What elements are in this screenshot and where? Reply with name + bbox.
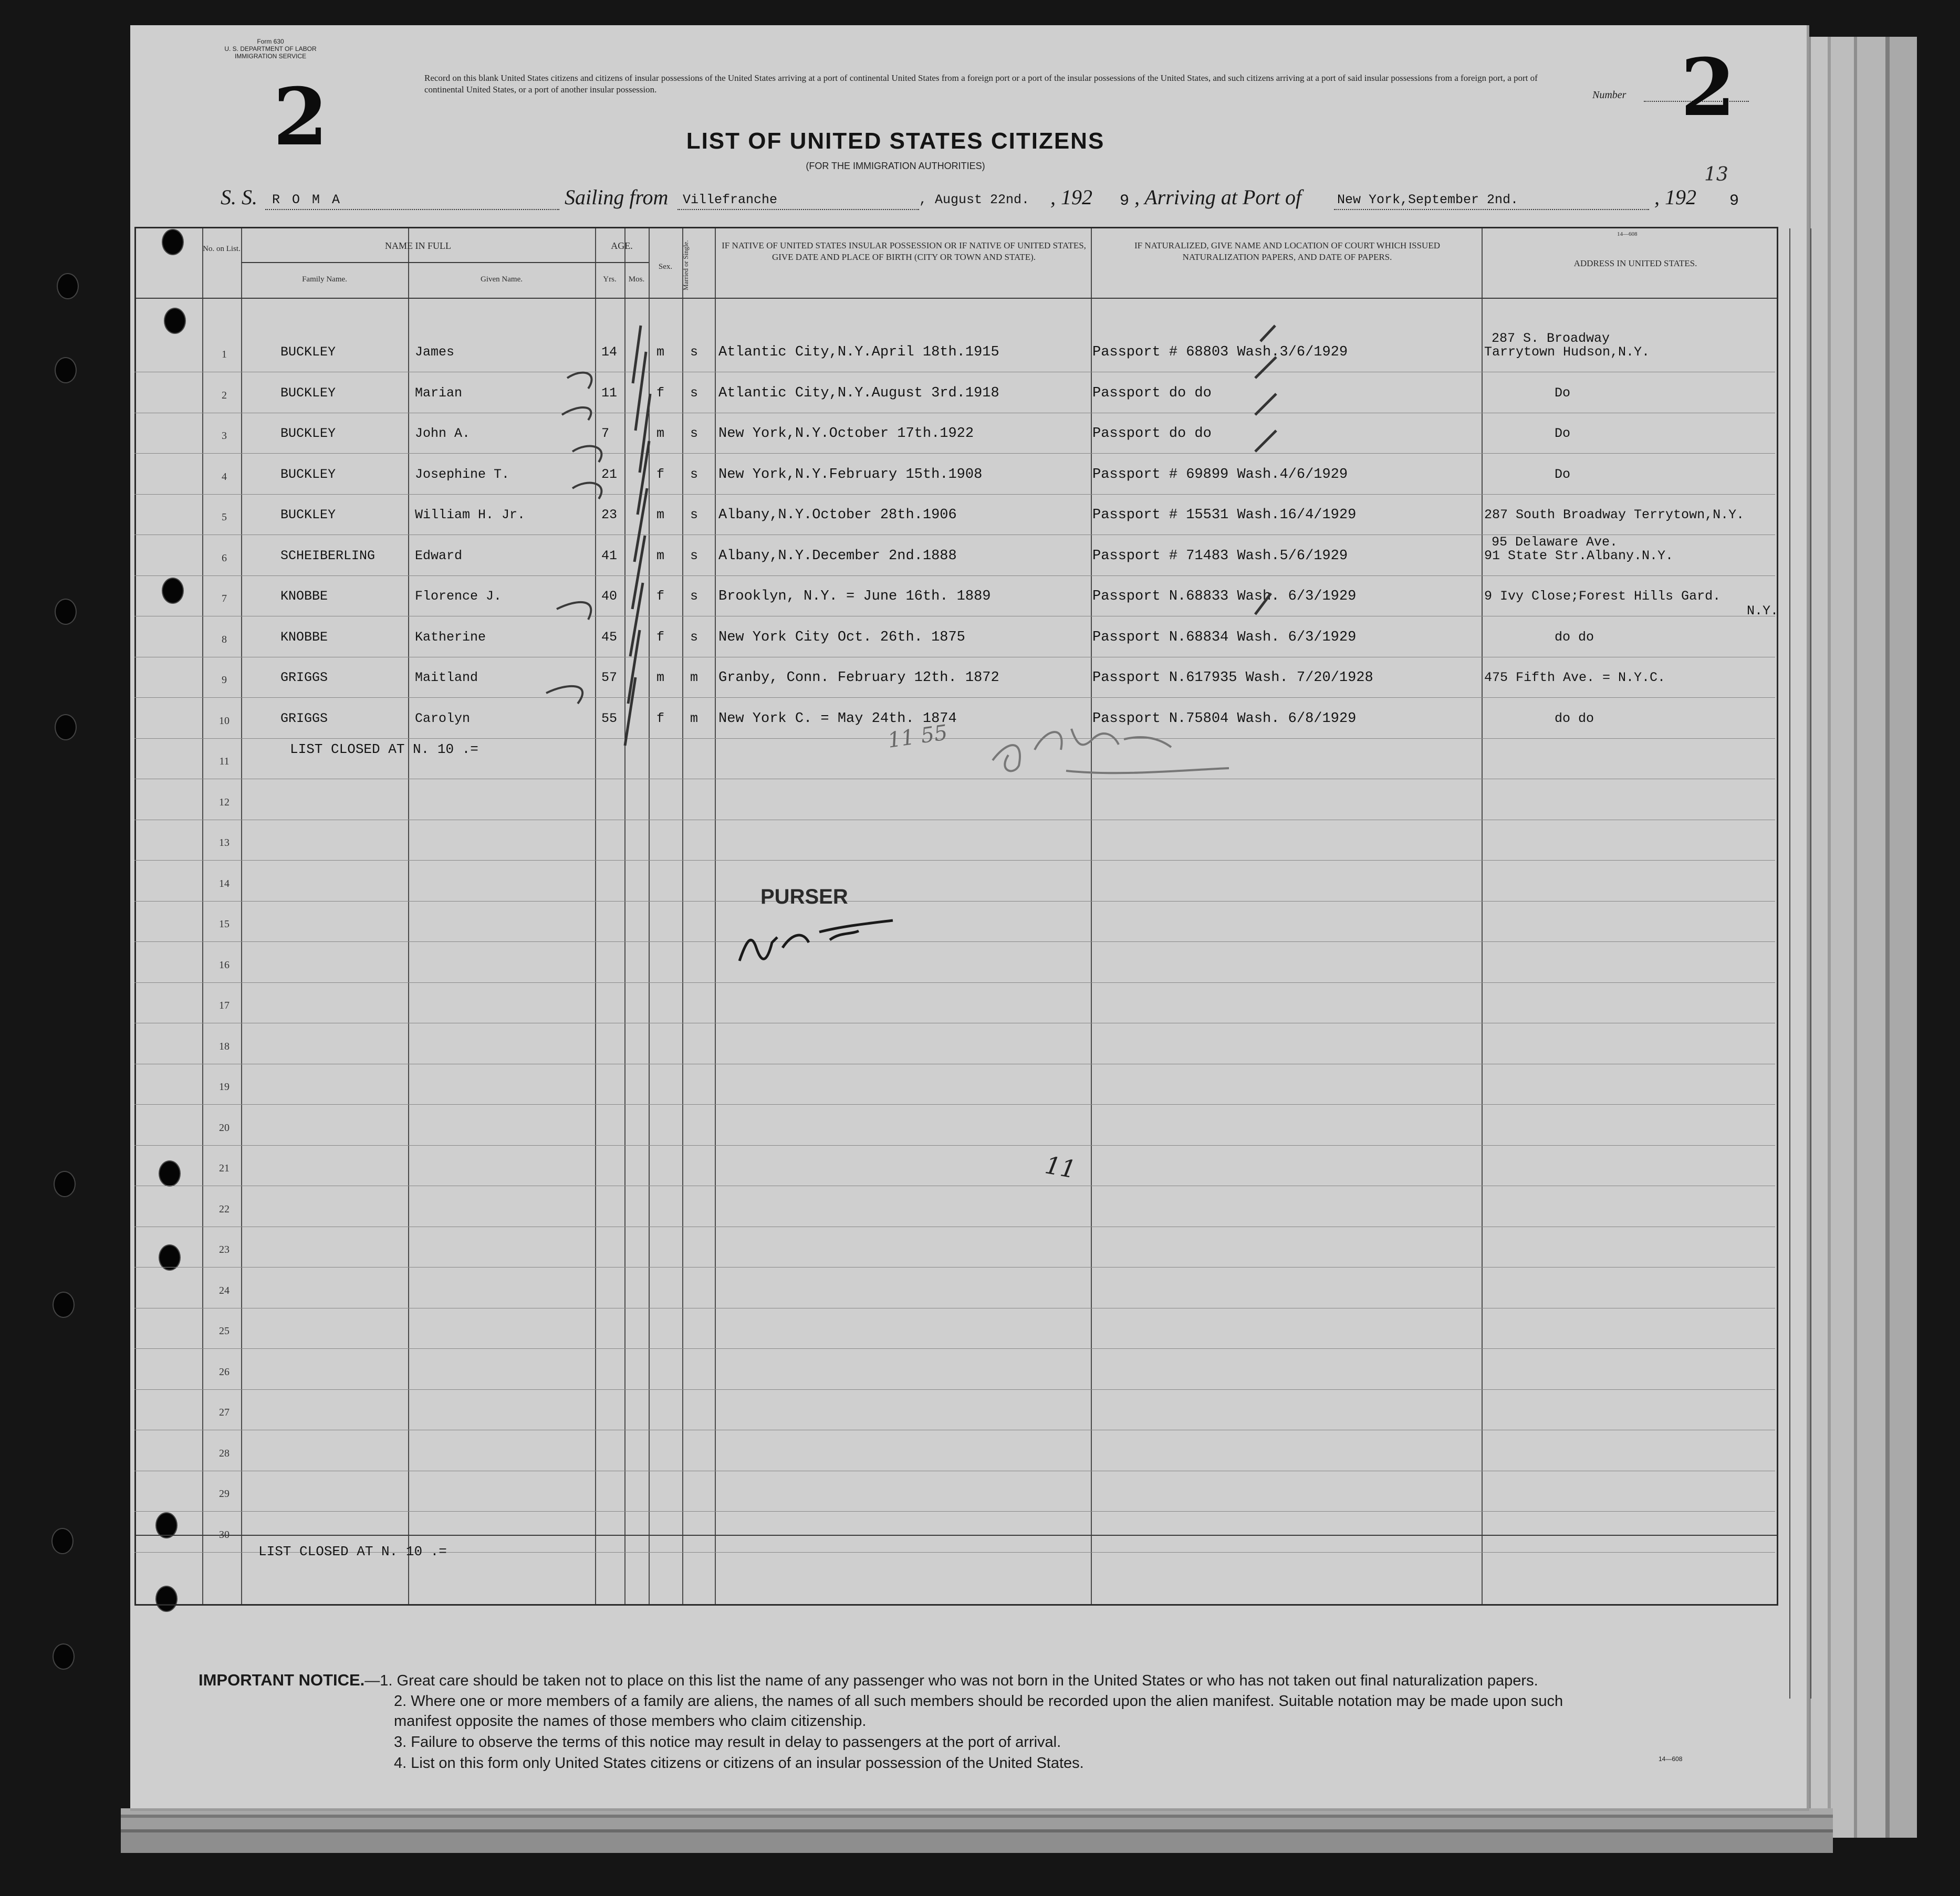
row-rule bbox=[134, 1389, 1775, 1390]
row-address-cell: Do bbox=[1555, 426, 1571, 441]
binder-hole bbox=[55, 357, 77, 383]
row-family-cell: KNOBBE bbox=[280, 630, 328, 645]
ship-fill-line bbox=[265, 209, 559, 210]
row-family-cell: BUCKLEY bbox=[280, 426, 336, 441]
row-number: 6 bbox=[222, 552, 227, 564]
notice-form-code: 14—608 bbox=[1659, 1755, 1683, 1763]
row-rule bbox=[134, 941, 1775, 942]
row-ms-cell: s bbox=[690, 344, 698, 360]
purser-stamp: PURSER bbox=[760, 885, 848, 908]
row-number: 12 bbox=[219, 797, 230, 808]
row-sex-cell: m bbox=[656, 548, 665, 563]
arrival-year-prefix: , 192 bbox=[1654, 185, 1696, 209]
form-identifier bbox=[184, 38, 357, 60]
departure-port: Villefranche bbox=[683, 192, 778, 207]
row-ms-cell: s bbox=[690, 467, 698, 482]
row-yrs-cell: 14 bbox=[601, 344, 618, 360]
row-address-cell: 9 Ivy Close;Forest Hills Gard. bbox=[1484, 589, 1721, 604]
row-nat-cell: Passport do do bbox=[1092, 426, 1212, 442]
row-given-cell: Florence J. bbox=[415, 589, 502, 604]
binder-hole bbox=[53, 1643, 75, 1670]
row-nat-cell: Passport N.75804 Wash. 6/8/1929 bbox=[1092, 711, 1357, 727]
row-number: 30 bbox=[219, 1529, 230, 1541]
row-address-cell: Do bbox=[1555, 385, 1571, 401]
row-rule bbox=[134, 1145, 1775, 1146]
row-rule bbox=[134, 1348, 1775, 1349]
row-sex-cell: f bbox=[656, 589, 665, 604]
row-yrs-cell: 40 bbox=[601, 589, 618, 604]
binder-hole bbox=[57, 273, 79, 299]
col-rule bbox=[1789, 228, 1790, 1699]
handwritten-mark-11: 11 bbox=[1042, 1150, 1078, 1184]
binder-hole bbox=[51, 1528, 74, 1554]
row-nat-cell: Passport # 15531 Wash.16/4/1929 bbox=[1092, 507, 1357, 523]
notice-item-2-cont: manifest opposite the names of those members who claim citizenship. bbox=[394, 1713, 867, 1730]
row-ms-cell: s bbox=[690, 630, 698, 645]
row-number: 18 bbox=[219, 1041, 230, 1052]
header-married-single: Married or Single. bbox=[682, 240, 690, 290]
row-rule bbox=[134, 575, 1775, 576]
notice-item-4: 4. List on this form only United States citizens or citizens of an insular possession of the United States. bbox=[394, 1755, 1084, 1772]
row-number: 24 bbox=[219, 1285, 230, 1296]
row-family-cell: BUCKLEY bbox=[280, 467, 336, 482]
page-subtitle: (FOR THE IMMIGRATION AUTHORITIES) bbox=[806, 161, 985, 171]
row-rule bbox=[134, 901, 1775, 902]
row-birth-cell: Granby, Conn. February 12th. 1872 bbox=[718, 670, 999, 686]
row-birth-cell: Brooklyn, N.Y. = June 16th. 1889 bbox=[718, 589, 991, 604]
ship-name: R O M A bbox=[272, 192, 342, 207]
binder-hole bbox=[53, 1292, 75, 1318]
row-ms-cell: s bbox=[690, 589, 698, 604]
row-number: 3 bbox=[222, 430, 227, 442]
sailing-year-suffix: 9 bbox=[1120, 192, 1130, 210]
row-address-line1-cell: 287 S. Broadway bbox=[1492, 331, 1610, 346]
row-sex-cell: f bbox=[656, 630, 665, 645]
row-nat-cell: Passport do do bbox=[1092, 385, 1212, 401]
arrival-port-date: New York,September 2nd. bbox=[1337, 192, 1519, 207]
row-number: 25 bbox=[219, 1325, 230, 1337]
row-birth-cell: New York C. = May 24th. 1874 bbox=[718, 711, 957, 727]
row-yrs-cell: 11 bbox=[601, 385, 618, 401]
row-given-cell: William H. Jr. bbox=[415, 507, 526, 522]
row-yrs-cell: 21 bbox=[601, 467, 618, 482]
row-number: 9 bbox=[222, 674, 227, 686]
notice-item-1: —1. Great care should be taken not to place on this list the name of any passenger who was not born in the United States or who has not taken out final naturalization papers. bbox=[364, 1672, 1538, 1689]
header-age: AGE. bbox=[611, 240, 633, 251]
row-sex-cell: f bbox=[656, 385, 665, 401]
row-address-cell: 91 State Str.Albany.N.Y. bbox=[1484, 548, 1674, 563]
row-address-line3-cell: N.Y. bbox=[1747, 603, 1779, 619]
row-birth-cell: Atlantic City,N.Y.April 18th.1915 bbox=[718, 344, 999, 360]
row-ms-cell: s bbox=[690, 507, 698, 522]
sheet-number-stamp-left: 2 bbox=[273, 71, 328, 163]
row-yrs-cell: 7 bbox=[601, 426, 610, 441]
row-number: 1 bbox=[222, 349, 227, 360]
row-rule bbox=[134, 494, 1775, 495]
row-birth-cell: New York City Oct. 26th. 1875 bbox=[718, 630, 965, 645]
row-birth-cell: New York,N.Y.February 15th.1908 bbox=[718, 467, 983, 483]
sailing-label: Sailing from bbox=[565, 185, 669, 209]
row-number: 15 bbox=[219, 918, 230, 930]
form-number: Form 630 bbox=[257, 38, 284, 45]
row-number: 28 bbox=[219, 1448, 230, 1459]
row-nat-cell: Passport N.68833 Wash. 6/3/1929 bbox=[1092, 589, 1357, 604]
departure-fill-line bbox=[677, 209, 919, 210]
row-given-cell: Josephine T. bbox=[415, 467, 510, 482]
row-family-cell: GRIGGS bbox=[280, 711, 328, 726]
row-number: 17 bbox=[219, 1000, 230, 1011]
row-given-cell: Marian bbox=[415, 385, 463, 401]
col-rule bbox=[408, 228, 409, 1604]
form-instructions: Record on this blank United States citizens and citizens of insular possessions of the United States arriving at a port of continental United States from a foreign port or a port of the insular possessions of the United States, and such citizens arriving at a port of said insular possessions from a foreign port, a port of continental United States, or a port of another insular possession. bbox=[424, 73, 1538, 95]
department-name: U. S. DEPARTMENT OF LABOR bbox=[224, 45, 317, 53]
row-number: 20 bbox=[219, 1122, 230, 1134]
col-rule bbox=[1482, 228, 1483, 1604]
row-address-cell: Tarrytown Hudson,N.Y. bbox=[1484, 344, 1650, 360]
header-birth: IF NATIVE OF UNITED STATES INSULAR POSSESSION OR IF NATIVE OF UNITED STATES, GIVE DATE AND PLACE OF BIRTH (CITY OR TOWN AND STATE). bbox=[722, 240, 1086, 262]
row-given-cell: Maitland bbox=[415, 670, 478, 685]
name-header-rule bbox=[241, 262, 595, 263]
page-title: LIST OF UNITED STATES CITIZENS bbox=[686, 128, 1105, 154]
row-address-cell: 475 Fifth Ave. = N.Y.C. bbox=[1484, 670, 1666, 685]
row-number: 14 bbox=[219, 878, 230, 889]
list-closed-row11: LIST CLOSED AT N. 10 .= bbox=[290, 741, 478, 757]
row-address-cell: do do bbox=[1555, 630, 1594, 645]
handwritten-time: 11 55 bbox=[886, 720, 950, 753]
arrival-day-correction: 13 bbox=[1704, 164, 1728, 185]
row-yrs-cell: 57 bbox=[601, 670, 618, 685]
row-given-cell: Katherine bbox=[415, 630, 486, 645]
row-rule bbox=[134, 860, 1775, 861]
passport-checkmarks bbox=[1250, 320, 1313, 730]
row-number: 11 bbox=[219, 756, 230, 767]
row-number: 19 bbox=[219, 1081, 230, 1093]
row-nat-cell: Passport # 68803 Wash.3/6/1929 bbox=[1092, 344, 1348, 360]
row-family-cell: BUCKLEY bbox=[280, 507, 336, 522]
row-birth-cell: New York,N.Y.October 17th.1922 bbox=[718, 426, 974, 442]
row-rule bbox=[134, 1511, 1775, 1512]
row-given-cell: Carolyn bbox=[415, 711, 471, 726]
row-family-cell: GRIGGS bbox=[280, 670, 328, 685]
row-ms-cell: s bbox=[690, 548, 698, 563]
row-number: 13 bbox=[219, 837, 230, 849]
row-family-cell: KNOBBE bbox=[280, 589, 328, 604]
row-nat-cell: Passport # 71483 Wash.5/6/1929 bbox=[1092, 548, 1348, 564]
row-sex-cell: f bbox=[656, 467, 665, 482]
row-number: 2 bbox=[222, 390, 227, 401]
header-sex: Sex. bbox=[658, 263, 673, 271]
header-bottom-rule bbox=[136, 298, 1777, 299]
notice-item-2: 2. Where one or more members of a family are aliens, the names of all such members should be recorded upon the alien manifest. Suitable notation may be made upon such bbox=[394, 1693, 1563, 1710]
header-form-code: 14—608 bbox=[1617, 231, 1638, 237]
row-given-cell: Edward bbox=[415, 548, 463, 563]
row-address-cell: do do bbox=[1555, 711, 1594, 726]
row-address-cell: 287 South Broadway Terrytown,N.Y. bbox=[1484, 507, 1745, 522]
col-rule bbox=[1091, 228, 1092, 1604]
inspector-signature bbox=[987, 718, 1260, 787]
row-family-cell: SCHEIBERLING bbox=[280, 548, 376, 563]
row-sex-cell: m bbox=[656, 670, 665, 685]
row-nat-cell: Passport # 69899 Wash.4/6/1929 bbox=[1092, 467, 1348, 483]
row-birth-cell: Atlantic City,N.Y.August 3rd.1918 bbox=[718, 385, 999, 401]
binder-hole bbox=[54, 1171, 76, 1197]
header-naturalized: IF NATURALIZED, GIVE NAME AND LOCATION OF COURT WHICH ISSUED NATURALIZATION PAPERS, AND DATE OF PAPERS. bbox=[1134, 240, 1440, 262]
binder-hole bbox=[55, 714, 77, 740]
checkmark-strokes bbox=[525, 315, 788, 767]
row-nat-cell: Passport N.68834 Wash. 6/3/1929 bbox=[1092, 630, 1357, 645]
row-family-cell: BUCKLEY bbox=[280, 344, 336, 360]
page-stack-bottom-edge bbox=[121, 1808, 1833, 1853]
sailing-date: , August 22nd. bbox=[919, 192, 1030, 207]
row-rule bbox=[134, 1104, 1775, 1105]
row-number: 23 bbox=[219, 1244, 230, 1255]
ss-label: S. S. bbox=[221, 185, 257, 209]
row-number: 16 bbox=[219, 959, 230, 971]
row-yrs-cell: 55 bbox=[601, 711, 618, 726]
header-name-in-full: NAME IN FULL bbox=[385, 240, 451, 251]
header-months: Mos. bbox=[628, 275, 645, 284]
row-given-cell: John A. bbox=[415, 426, 471, 441]
row-sex-cell: m bbox=[656, 344, 665, 360]
row-number: 10 bbox=[219, 715, 230, 727]
page-stack-edge bbox=[1807, 37, 1917, 1838]
row-ms-cell: s bbox=[690, 426, 698, 441]
arrival-fill-line bbox=[1334, 209, 1649, 210]
binder-hole bbox=[55, 599, 77, 625]
arrival-year-suffix: 9 bbox=[1729, 192, 1739, 210]
arriving-label: , Arriving at Port of bbox=[1134, 185, 1302, 209]
row-rule bbox=[134, 982, 1775, 983]
header-no: No. on List. bbox=[203, 245, 241, 253]
row-given-cell: James bbox=[415, 344, 455, 360]
notice-label: IMPORTANT NOTICE. bbox=[199, 1671, 365, 1689]
row-rule bbox=[134, 697, 1775, 698]
footer-rule bbox=[136, 1535, 1777, 1536]
row-sex-cell: m bbox=[656, 507, 665, 522]
row-sex-cell: f bbox=[656, 711, 665, 726]
service-name: IMMIGRATION SERVICE bbox=[234, 53, 307, 60]
header-given-name: Given Name. bbox=[481, 275, 523, 284]
row-number: 29 bbox=[219, 1488, 230, 1500]
row-number: 4 bbox=[222, 471, 227, 483]
row-number: 5 bbox=[222, 511, 227, 523]
row-rule bbox=[134, 453, 1775, 454]
row-rule bbox=[134, 738, 1775, 739]
row-address-line1-cell: 95 Delaware Ave. bbox=[1492, 535, 1618, 550]
row-number: 21 bbox=[219, 1162, 230, 1174]
row-ms-cell: s bbox=[690, 385, 698, 401]
row-number: 27 bbox=[219, 1407, 230, 1418]
notice-item-3: 3. Failure to observe the terms of this notice may result in delay to passengers at the port of arrival. bbox=[394, 1734, 1061, 1751]
row-nat-cell: Passport N.617935 Wash. 7/20/1928 bbox=[1092, 670, 1373, 686]
row-rule bbox=[134, 1267, 1775, 1268]
row-yrs-cell: 45 bbox=[601, 630, 618, 645]
row-number: 22 bbox=[219, 1203, 230, 1215]
row-family-cell: BUCKLEY bbox=[280, 385, 336, 401]
row-sex-cell: m bbox=[656, 426, 665, 441]
row-number: 26 bbox=[219, 1366, 230, 1378]
row-number: 7 bbox=[222, 593, 227, 604]
row-yrs-cell: 41 bbox=[601, 548, 618, 563]
age-header-rule bbox=[595, 262, 649, 263]
purser-signature bbox=[735, 911, 903, 969]
row-address-cell: Do bbox=[1555, 467, 1571, 482]
row-ms-cell: m bbox=[690, 711, 698, 726]
sheet-number-stamp-right: 2 bbox=[1681, 41, 1736, 134]
row-birth-cell: Albany,N.Y.December 2nd.1888 bbox=[718, 548, 957, 564]
header-years: Yrs. bbox=[603, 275, 617, 284]
col-rule bbox=[1810, 228, 1811, 1699]
list-closed-bottom: LIST CLOSED AT N. 10 .= bbox=[258, 1544, 447, 1559]
row-yrs-cell: 23 bbox=[601, 507, 618, 522]
header-family-name: Family Name. bbox=[302, 275, 347, 284]
sailing-year-prefix: , 192 bbox=[1050, 185, 1092, 209]
header-address: ADDRESS IN UNITED STATES. bbox=[1573, 258, 1697, 268]
row-birth-cell: Albany,N.Y.October 28th.1906 bbox=[718, 507, 957, 523]
row-ms-cell: m bbox=[690, 670, 698, 685]
row-number: 8 bbox=[222, 634, 227, 645]
number-label: Number bbox=[1592, 89, 1627, 101]
